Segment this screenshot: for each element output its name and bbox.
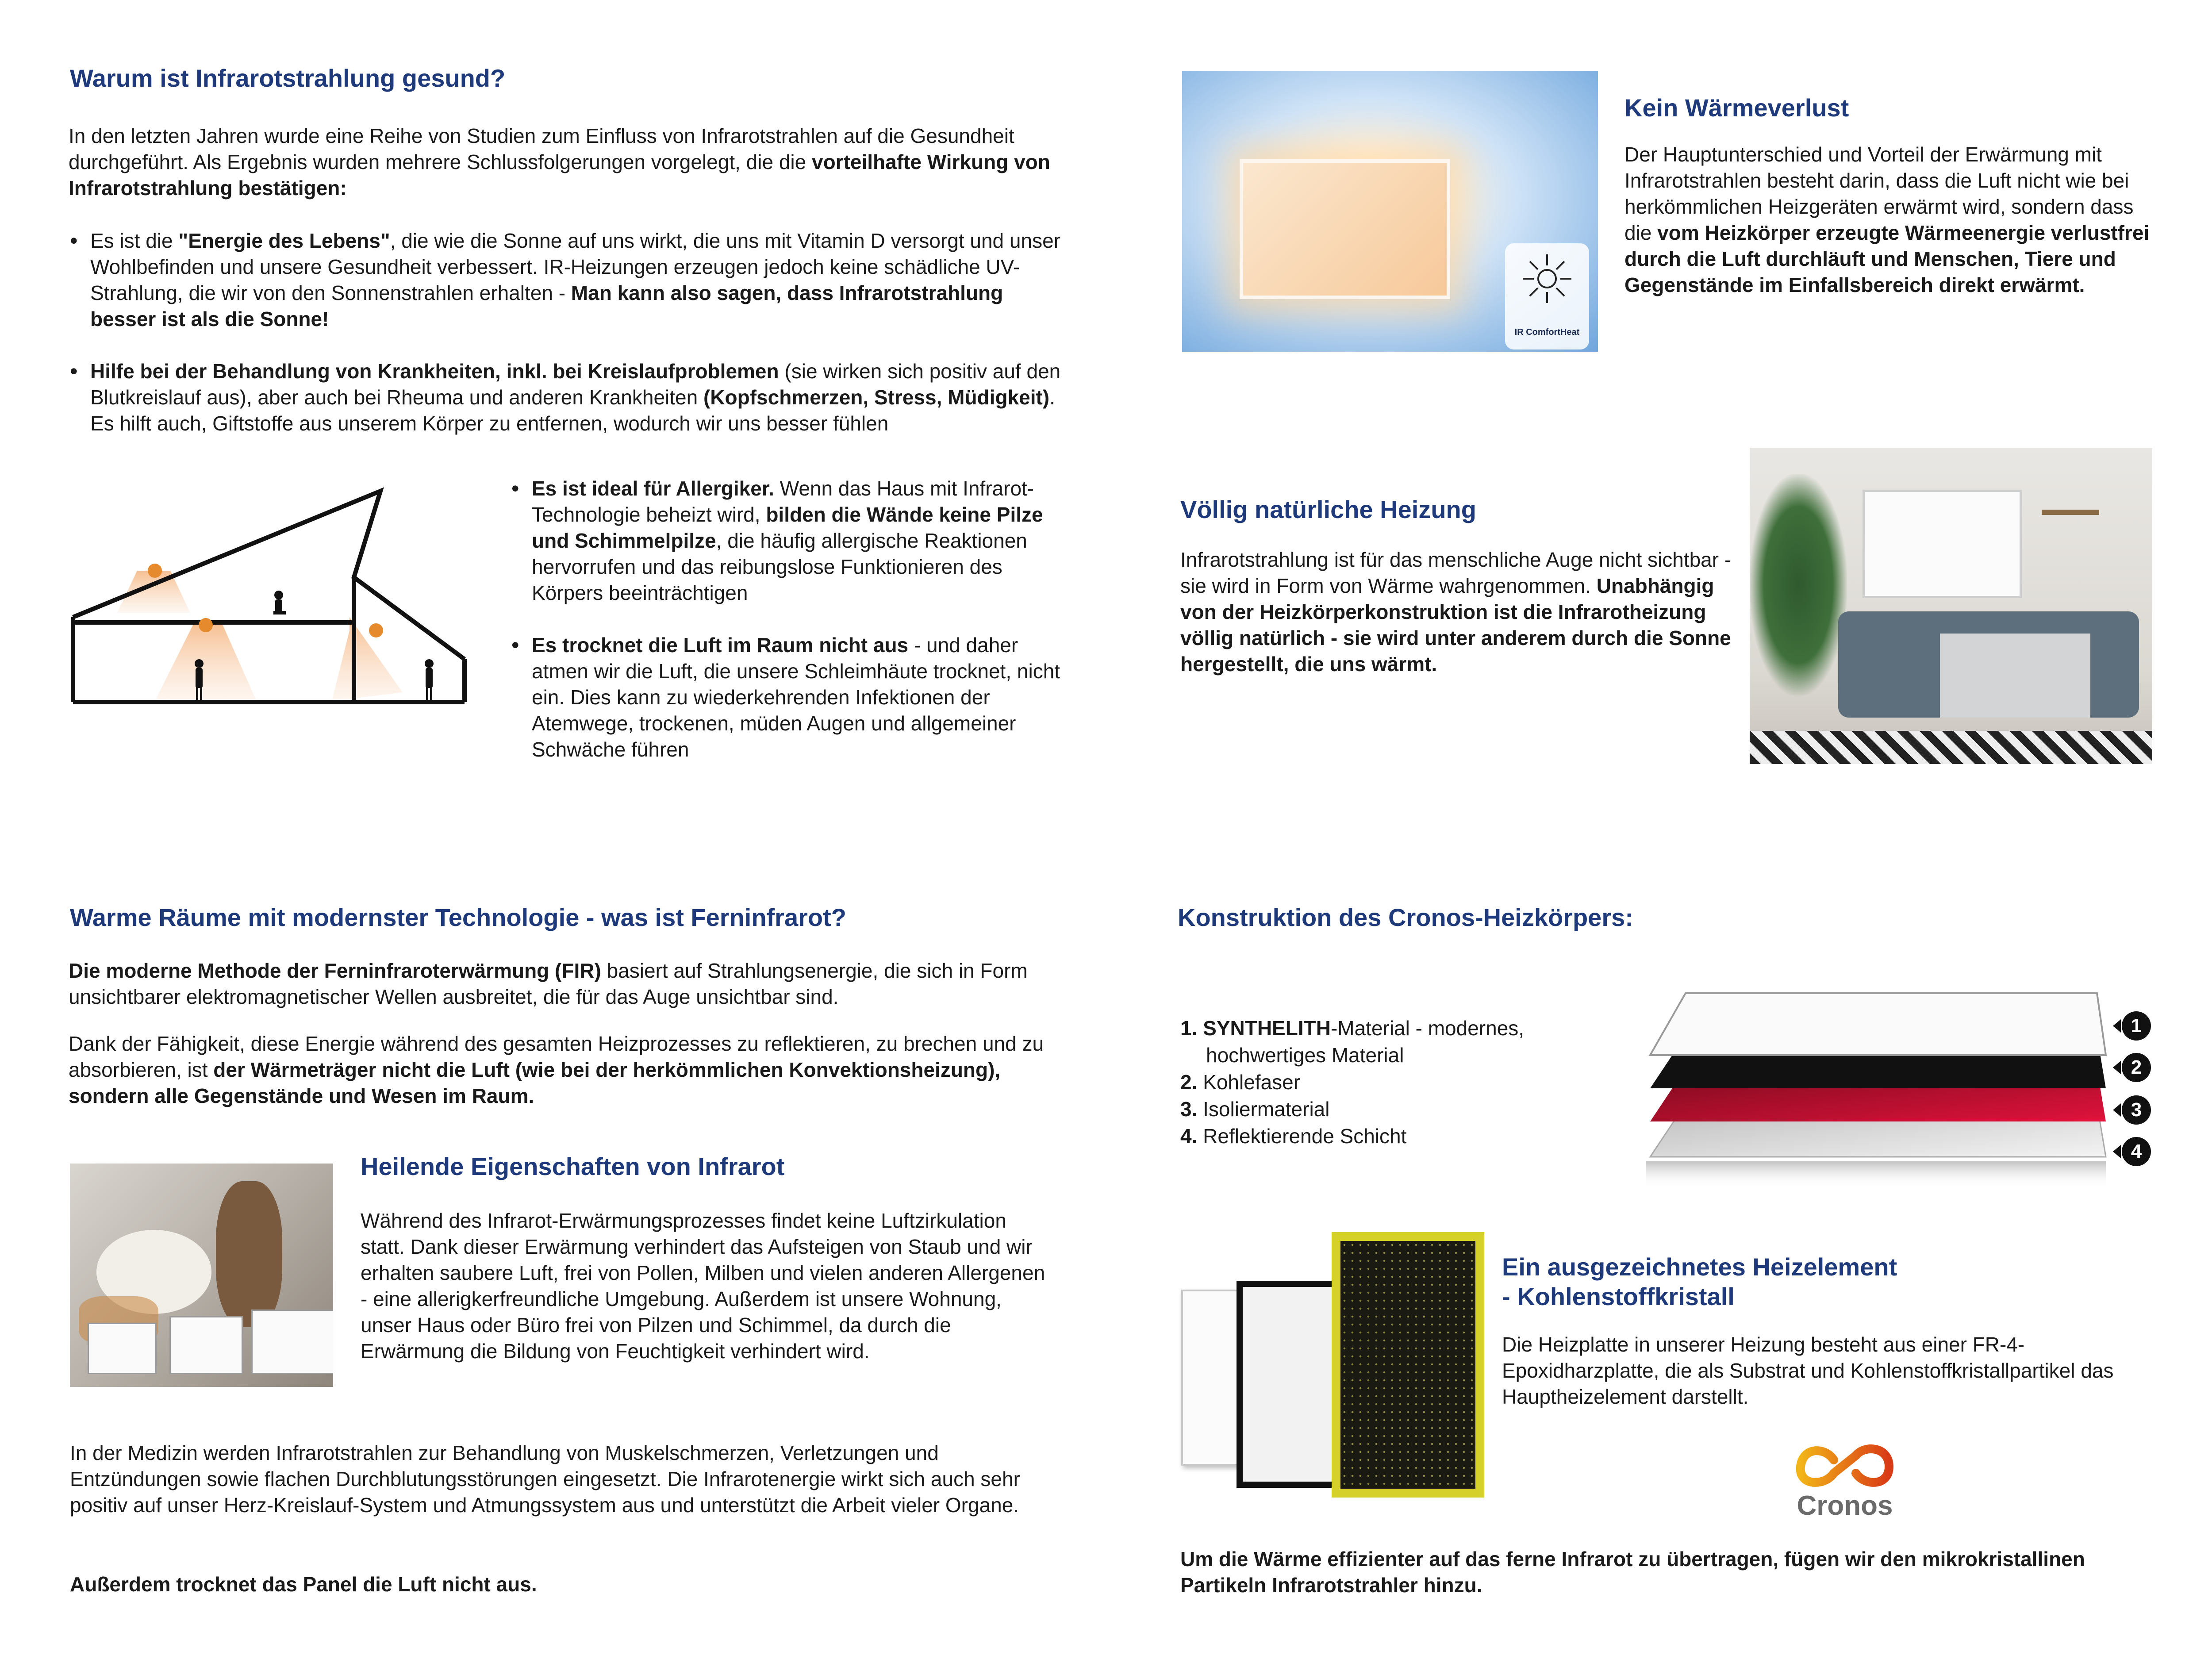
construction-list [1180, 1015, 1623, 1150]
s1-title: Warum ist Infrarotstrahlung gesund? [70, 64, 506, 92]
r-s4-footer: Um die Wärme effizienter auf das ferne Infrarot zu übertragen, fügen wir den mikrokristallinen Partikeln Infrarotstrahler hinzu. [1180, 1548, 2085, 1597]
bullet-allergy: • Es ist ideal für Allergiker. Wenn das Haus mit Infrarot-Technologie beheizt wird, bilden die Wände keine Pilze und Schimmelpilze, die häufig allergische Reaktionen hervorrufen und das reibungslose Funktionieren des Körpers beeinträchtigen [509, 476, 1066, 606]
s1-intro: In den letzten Jahren wurde eine Reihe von Studien zum Einfluss von Infrarotstrahlen auf die Gesundheit durchgeführt. Als Ergebnis wurden mehrere Schlussfolgerungen vorgelegt, die die vorteilhafte Wirkung von Infrarotstrahlung bestätigen: [69, 124, 1050, 200]
layer-number-2: 2 [2122, 1053, 2151, 1082]
construction-item-1-cont: hochwertiges Material [1206, 1044, 1404, 1067]
s3-paragraph-1: Während des Infrarot-Erwärmungsprozesses findet keine Luftzirkulation statt. Dank dieser Erwärmung verhindert das Aufsteigen von Staub und wir erhalten saubere Luft, frei von Pollen, Milben und vielen anderen Allergenen - eine allerigkerfreundliche Umgebung. Außerdem ist unsere Wohnung, unser Haus oder Büro frei von Pilzen und Schimmel, da durch die Erwärmung die Bildung von Feuchtigkeit verhindert wird. [361, 1209, 1045, 1363]
living-room-photo [1750, 448, 2152, 764]
s3-paragraph-2: In der Medizin werden Infrarotstrahlen zur Behandlung von Muskelschmerzen, Verletzungen und Entzündungen sowie flachen Durchblutungsstörungen eingesetzt. Die Infrarotenergie wirkt sich auch sehr positiv auf unser Herz-Kreislauf-System und Atmungssystem aus und unterstützt die Arbeit vieler Organe. [70, 1441, 1020, 1517]
layer-number-1: 1 [2122, 1011, 2151, 1041]
s2-paragraph-2: Dank der Fähigkeit, diese Energie während des gesamten Heizprozesses zu reflektieren, zu brechen und zu absorbieren, ist der Wärmeträger nicht die Luft (wie bei der herkömmlichen Konvektionsheizung), sondern alle Gegenstände und Wesen im Raum. [69, 1032, 1044, 1107]
r-s4-paragraph: Die Heizplatte in unserer Heizung besteht aus einer FR-4-Epoxidharzplatte, die als Substrat und Kohlenstoffkristallpartikel das Hauptheizelement darstellt. [1502, 1333, 2114, 1408]
house-illustration [66, 484, 473, 714]
r-s3-title: Konstruktion des Cronos-Heizkörpers: [1178, 903, 1633, 931]
construction-item-3: 3. Isoliermaterial [1180, 1098, 1330, 1121]
s2-title: Warme Räume mit modernster Technologie - was ist Ferninfrarot? [70, 903, 846, 931]
s2-paragraph-1: Die moderne Methode der Ferninfraroterwärmung (FIR) basiert auf Strahlungsenergie, die sich in Form unsichtbarer elektromagnetischer Wellen ausbreitet, die für das Auge unsichtbar sind. [69, 959, 1028, 1008]
r-s1-title: Kein Wärmeverlust [1624, 94, 1849, 122]
r-s1-paragraph: Der Hauptunterschied und Vorteil der Erwärmung mit Infrarotstrahlen besteht darin, dass die Luft nicht wie bei herkömmlichen Heizgeräten erwärmt wird, sondern dass die vom Heizkörper erzeugte Wärmeenergie verlustfrei durch die Luft durchläuft und Menschen, Tiere und Gegenstände im Einfallsbereich direkt erwärmt. [1624, 143, 2150, 296]
bullet-energy: • Es ist die "Energie des Lebens", die wie die Sonne auf uns wirkt, die uns mit Vitamin D versorgt und unser Wohlbefinden und unsere Gesundheit verbessert. IR-Heizungen erzeugen jedoch keine schädliche UV-Strahlung, die wir von den Sonnenstrahlen erhalten - Man kann also sagen, dass Infrarotstrahlung besser ist als die Sonne! [67, 228, 1067, 332]
cronos-logo [1792, 1442, 1898, 1522]
construction-item-4: 4. Reflektierende Schicht [1180, 1125, 1407, 1148]
cronos-logo-text: Cronos [1797, 1490, 1893, 1521]
s1-bullets-2 [509, 476, 1066, 789]
bullet-air: • Es trocknet die Luft im Raum nicht aus - und daher atmen wir die Luft, die unsere Schleimhäute trocknet, nicht ein. Dies kann zu wiederkehrenden Infektionen der Atemwege, trockenen, müden Augen und allgemeiner Schwäche führen [509, 632, 1066, 763]
bullet-diseases: • Hilfe bei der Behandlung von Krankheiten, inkl. bei Kreislaufproblemen (sie wirken sich positiv auf den Blutkreislauf aus), aber auch bei Rheuma und anderen Krankheiten (Kopfschmerzen, Stress, Müdigkeit). Es hilft auch, Giftstoffe aus unserem Körper zu entfernen, wodurch wir uns besser fühlen [67, 358, 1067, 437]
r-s4-title-line-1: Ein ausgezeichnetes Heizelement [1502, 1253, 1897, 1281]
s1-bullets [67, 228, 1067, 463]
construction-item-1: 1. SYNTHELITH-Material - modernes, [1180, 1017, 1525, 1040]
layer-synthelith [1650, 993, 2106, 1055]
s3-paragraph-3: Außerdem trocknet das Panel die Luft nicht aus. [70, 1573, 537, 1596]
layers-diagram [1632, 980, 2137, 1197]
woman-dog-photo [70, 1164, 333, 1387]
r-s2-paragraph: Infrarotstrahlung ist für das menschliche Auge nicht sichtbar - sie wird in Form von Wärme wahrgenommen. Unabhängig von der Heizkörperkonstruktion ist die Infrarotheizung völlig natürlich - sie wird unter anderem durch die Sonne hergestellt, die uns wärmt. [1180, 548, 1732, 676]
layer-number-4: 4 [2122, 1137, 2151, 1166]
ir-sun-icon [1518, 250, 1576, 307]
r-s4-title [1502, 1252, 1897, 1311]
heating-panels-photo [1181, 1232, 1491, 1506]
r-s2-title: Völlig natürliche Heizung [1180, 495, 1476, 523]
cronos-logo-mark [1792, 1442, 1898, 1491]
r-s4-title-line-2: - Kohlenstoffkristall [1502, 1283, 1735, 1311]
sky-heater-photo [1182, 71, 1598, 352]
s3-title: Heilende Eigenschaften von Infrarot [361, 1152, 785, 1180]
construction-item-2: 2. Kohlefaser [1180, 1071, 1301, 1094]
layer-number-3: 3 [2122, 1095, 2151, 1125]
ir-comfortheat-badge: IR ComfortHeat [1514, 327, 1580, 337]
